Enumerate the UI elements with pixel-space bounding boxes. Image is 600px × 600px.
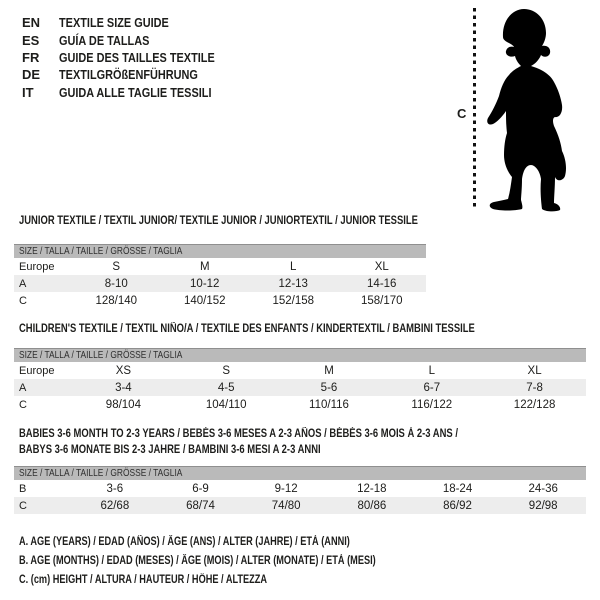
- table-row: [14, 275, 426, 292]
- row-label: C: [19, 294, 27, 307]
- row-label: A: [19, 277, 27, 290]
- footnote-b: B. AGE (MONTHS) / EDAD (MESES) / ÂGE (MOIS) / ALTER (MONATE) / ETÀ (MESI): [19, 555, 376, 567]
- size-cell: 68/74: [186, 499, 215, 512]
- section-title: BABIES 3-6 MONTH TO 2-3 YEARS / BEBÉS 3-6 MESES A 2-3 AÑOS / BÉBÉS 3-6 MOIS À 2-3 ANS /: [19, 428, 458, 440]
- size-cell: 98/104: [105, 398, 141, 411]
- section-title: JUNIOR TEXTILE / TEXTIL JUNIOR/ TEXTILE JUNIOR / JUNIORTEXTIL / JUNIOR TESSILE: [19, 215, 418, 227]
- language-code: EN: [22, 15, 41, 31]
- babies-size-table: [14, 466, 586, 514]
- section-junior: [19, 215, 591, 309]
- row-label: A: [19, 381, 27, 394]
- size-cell: 80/86: [357, 499, 387, 512]
- row-label: Europe: [19, 364, 55, 377]
- language-label: TEXTILGRÖßENFÜHRUNG: [59, 67, 198, 83]
- row-label: Europe: [19, 260, 55, 273]
- language-row-es: [22, 31, 244, 48]
- row-label: C: [19, 499, 27, 512]
- table-row: [14, 396, 586, 413]
- language-code: FR: [22, 49, 40, 65]
- size-cell: L: [290, 260, 297, 273]
- section-babies: [19, 426, 591, 514]
- size-cell: 140/152: [183, 294, 226, 307]
- size-cell: S: [222, 364, 231, 377]
- baby-silhouette-icon: [482, 6, 578, 212]
- size-cell: S: [112, 260, 121, 273]
- language-list: [22, 14, 244, 101]
- size-cell: 86/92: [443, 499, 472, 512]
- language-label: GUIDA ALLE TAGLIE TESSILI: [59, 84, 212, 100]
- size-cell: XS: [115, 364, 132, 377]
- size-cell: 9-12: [274, 482, 298, 495]
- children-size-table: [14, 348, 586, 413]
- size-cell: 128/140: [95, 294, 138, 307]
- size-cell: 7-8: [526, 381, 543, 394]
- size-cell: 10-12: [190, 277, 220, 290]
- size-cell: 24-36: [528, 482, 558, 495]
- row-label: C: [19, 398, 27, 411]
- size-cell: XL: [527, 364, 542, 377]
- language-row-fr: [22, 49, 244, 66]
- size-cell: 62/68: [100, 499, 130, 512]
- size-cell: 3-6: [106, 482, 124, 495]
- table-row: [14, 497, 586, 514]
- table-row: [14, 379, 586, 396]
- language-label: TEXTILE SIZE GUIDE: [59, 15, 169, 31]
- size-cell: 152/158: [272, 294, 315, 307]
- height-measure-line: [473, 8, 476, 208]
- size-cell: 4-5: [217, 381, 235, 394]
- size-header-bar: SIZE / TALLA / TAILLE / GRÖSSE / TAGLIA: [14, 348, 586, 362]
- language-label: GUIDE DES TAILLES TEXTILE: [59, 49, 215, 65]
- table-row: [14, 258, 426, 275]
- size-cell: 6-9: [192, 482, 209, 495]
- junior-size-table: [14, 244, 426, 309]
- table-row: [14, 292, 426, 309]
- size-cell: 74/80: [271, 499, 301, 512]
- size-cell: 110/116: [309, 398, 349, 411]
- language-code: ES: [22, 32, 40, 48]
- size-cell: 3-4: [115, 381, 132, 394]
- size-cell: XL: [374, 260, 389, 273]
- size-cell: 104/110: [205, 398, 247, 411]
- size-cell: L: [428, 364, 435, 377]
- size-cell: 12-18: [357, 482, 387, 495]
- size-cell: 14-16: [367, 277, 397, 290]
- section-title: BABYS 3-6 MONATE BIS 2-3 JAHRE / BAMBINI 3-6 MESI A 2-3 ANNI: [19, 444, 321, 456]
- size-cell: 8-10: [104, 277, 128, 290]
- size-cell: M: [199, 260, 210, 273]
- size-cell: 92/98: [528, 499, 558, 512]
- section-title: CHILDREN'S TEXTILE / TEXTIL NIÑO/A / TEXTILE DES ENFANTS / KINDERTEXTIL / BAMBINI TESSILE: [19, 323, 475, 335]
- size-cell: 158/170: [360, 294, 403, 307]
- footnote-a: A. AGE (YEARS) / EDAD (AÑOS) / ÂGE (ANS) / ALTER (JAHRE) / ETÀ (ANNI): [19, 536, 350, 548]
- table-row: [14, 362, 586, 379]
- size-header-bar: SIZE / TALLA / TAILLE / GRÖSSE / TAGLIA: [14, 466, 586, 480]
- language-row-de: [22, 66, 244, 83]
- footnote-c: C. (cm) HEIGHT / ALTURA / HAUTEUR / HÖHE / ALTEZZA: [19, 574, 268, 586]
- language-label: GUÍA DE TALLAS: [59, 32, 150, 48]
- height-measure-label: C: [457, 106, 467, 121]
- language-row-it: [22, 84, 244, 101]
- size-header-bar: SIZE / TALLA / TAILLE / GRÖSSE / TAGLIA: [14, 244, 426, 258]
- table-row: [14, 480, 586, 497]
- size-cell: 12-13: [278, 277, 308, 290]
- footnotes: [19, 536, 465, 593]
- size-cell: M: [324, 364, 334, 377]
- size-cell: 6-7: [423, 381, 441, 394]
- language-row-en: [22, 14, 244, 31]
- language-code: DE: [22, 67, 41, 83]
- row-label: B: [19, 482, 27, 495]
- size-cell: 122/128: [513, 398, 556, 411]
- size-cell: 116/122: [411, 398, 453, 411]
- size-cell: 18-24: [442, 482, 473, 495]
- size-cell: 5-6: [320, 381, 338, 394]
- section-children: [19, 323, 591, 413]
- language-code: IT: [22, 84, 34, 100]
